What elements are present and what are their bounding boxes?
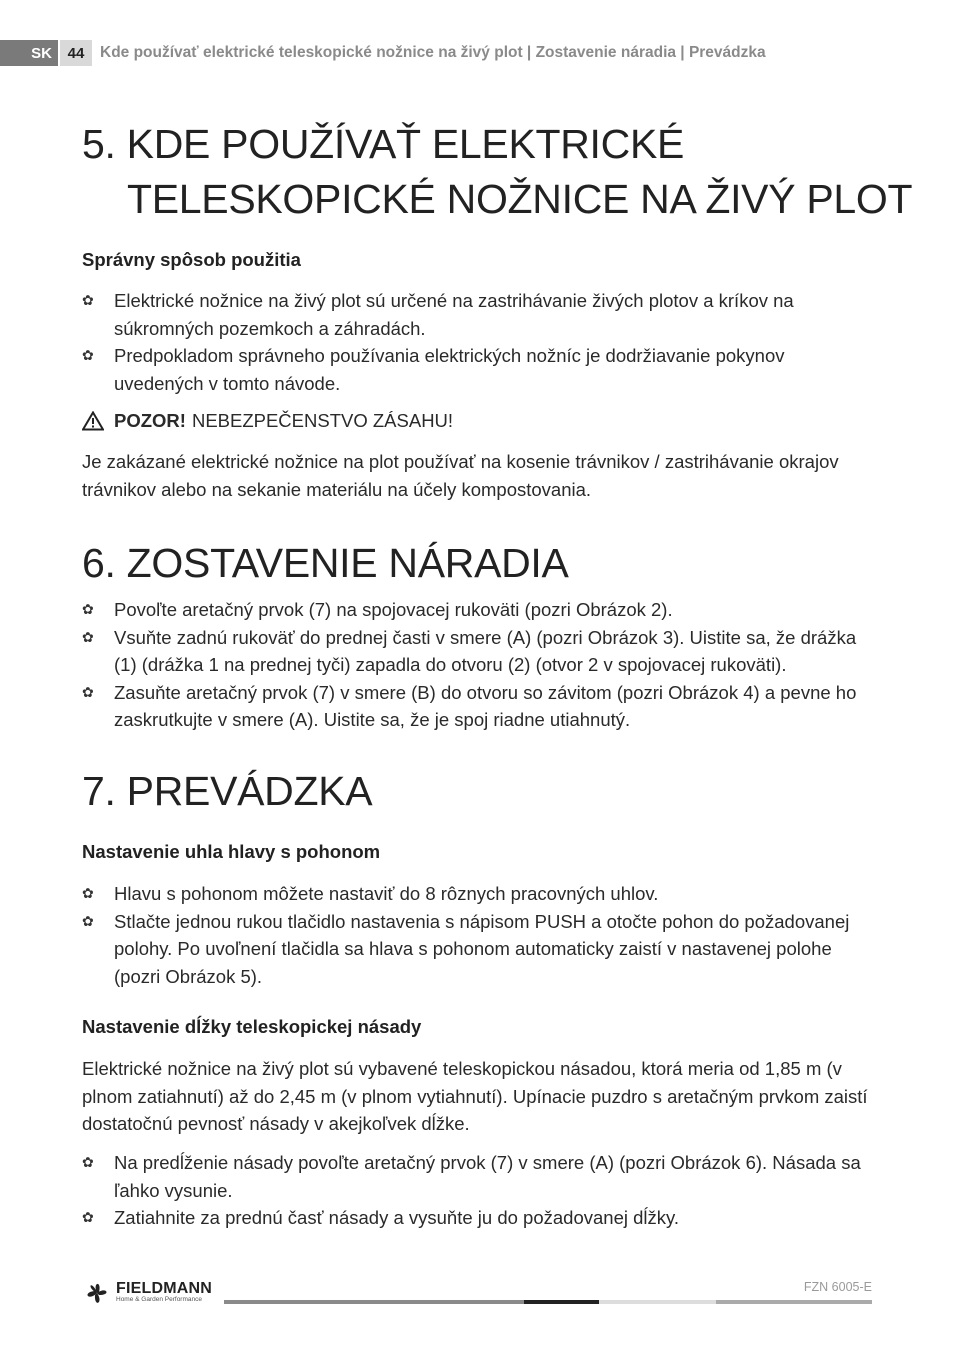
page-number: 44 <box>60 40 92 66</box>
warning-text: NEBEZPEČENSTVO ZÁSAHU! <box>191 410 454 431</box>
section7-bullet-list-2 <box>82 1149 877 1232</box>
brand-logo <box>82 1278 212 1308</box>
model-number: FZN 6005-E <box>803 1280 872 1294</box>
section7-bullet-list-1 <box>82 880 877 990</box>
list-item: ✿ Predpokladom správneho používania elektrických nožníc je dodržiavanie pokynov uvedených v tomto návode. <box>82 345 785 394</box>
section5-paragraph: Je zakázané elektrické nožnice na plot používať na kosenie trávnikov / zastrihávanie okrajov trávnikov alebo na sekanie materiálu na účely kompostovania. <box>82 451 839 500</box>
warning-line <box>82 410 453 432</box>
list-item: ✿ Zatiahnite za prednú časť násady a vysuňte ju do požadovanej dĺžky. <box>82 1207 680 1228</box>
brand-name: FIELDMANN <box>116 1280 213 1297</box>
list-item: ✿ Vsuňte zadnú rukoväť do prednej časti v smere (A) (pozri Obrázok 3). Uistite sa, že drážka (1) (drážka 1 na prednej tyči) zapadla do otvoru (2) (otvor 2 v spojovacej rukoväti). <box>82 626 857 675</box>
flower-bullet-icon: ✿ <box>82 1154 94 1170</box>
section7-subtitle1: Nastavenie uhla hlavy s pohonom <box>82 841 381 862</box>
section6-title: 6. ZOSTAVENIE NÁRADIA <box>82 540 569 586</box>
list-item: ✿ Na predĺženie násady povoľte aretačný prvok (7) v smere (A) (pozri Obrázok 6). Násada sa ľahko vysunie. <box>82 1152 861 1201</box>
list-item: ✿ Hlavu s pohonom môžete nastaviť do 8 rôznych pracovných uhlov. <box>82 883 659 904</box>
flower-bullet-icon: ✿ <box>82 601 94 617</box>
footer-rule-light <box>599 1300 716 1304</box>
list-item: ✿ Elektrické nožnice na živý plot sú určené na zastrihávanie živých plotov a kríkov na súkromných pozemkoch a záhradách. <box>82 290 794 339</box>
footer-rule-grey <box>224 1300 524 1304</box>
flower-bullet-icon: ✿ <box>82 885 94 901</box>
flower-bullet-icon: ✿ <box>82 683 94 700</box>
list-item: ✿ Zasuňte aretačný prvok (7) v smere (B) do otvoru so závitom (pozri Obrázok 4) a pevne ho zaskrutkujte v smere (A). Uistite sa, že je spoj riadne utiahnutý. <box>82 681 857 730</box>
brand-tagline: Home & Garden Performance <box>116 1296 202 1303</box>
section5-subtitle: Správny spôsob použitia <box>82 249 301 270</box>
section7-paragraph: Elektrické nožnice na živý plot sú vybavené teleskopickou násadou, ktorá meria od 1,85 m (v plnom zatiahnutí) až do 2,45 m (v plnom vytiahnutí). Upínacie puzdro s aretačným prvkom zaistí dostatočnú pevnosť násady v akejkoľvek dĺžke. <box>82 1058 868 1134</box>
page-footer <box>82 1278 872 1310</box>
fan-logo-icon <box>82 1278 112 1308</box>
flower-bullet-icon: ✿ <box>82 628 94 645</box>
section5-title-line2: TELESKOPICKÉ NOŽNICE NA ŽIVÝ PLOT <box>127 176 913 222</box>
flower-bullet-icon: ✿ <box>82 1209 94 1225</box>
section5-title-line1: 5. KDE POUŽÍVAŤ ELEKTRICKÉ <box>82 121 685 167</box>
section6-bullet-list <box>82 596 877 734</box>
breadcrumb: Kde používať elektrické teleskopické nožnice na živý plot | Zostavenie náradia | Prevádzka <box>100 44 766 61</box>
language-badge: SK <box>0 40 58 66</box>
warning-triangle-icon <box>82 411 104 431</box>
section7-title: 7. PREVÁDZKA <box>82 768 373 814</box>
footer-rule-dark <box>524 1300 599 1304</box>
list-item: ✿ Stlačte jednou rukou tlačidlo nastavenia s nápisom PUSH a otočte pohon do požadovanej polohy. Po uvoľnení tlačidla sa hlava s pohonom automaticky zaistí v nastavenej polohe (pozri Obrázok 5). <box>82 910 850 987</box>
flower-bullet-icon: ✿ <box>82 347 94 363</box>
flower-bullet-icon: ✿ <box>82 912 94 929</box>
section7-subtitle2: Nastavenie dĺžky teleskopickej násady <box>82 1016 422 1037</box>
warning-label: POZOR! <box>114 410 186 431</box>
flower-bullet-icon: ✿ <box>82 292 94 308</box>
page-header <box>0 40 766 66</box>
section5-bullet-list <box>82 287 877 397</box>
list-item: ✿ Povoľte aretačný prvok (7) na spojovacej rukoväti (pozri Obrázok 2). <box>82 599 673 620</box>
footer-rule-mid <box>716 1300 872 1304</box>
